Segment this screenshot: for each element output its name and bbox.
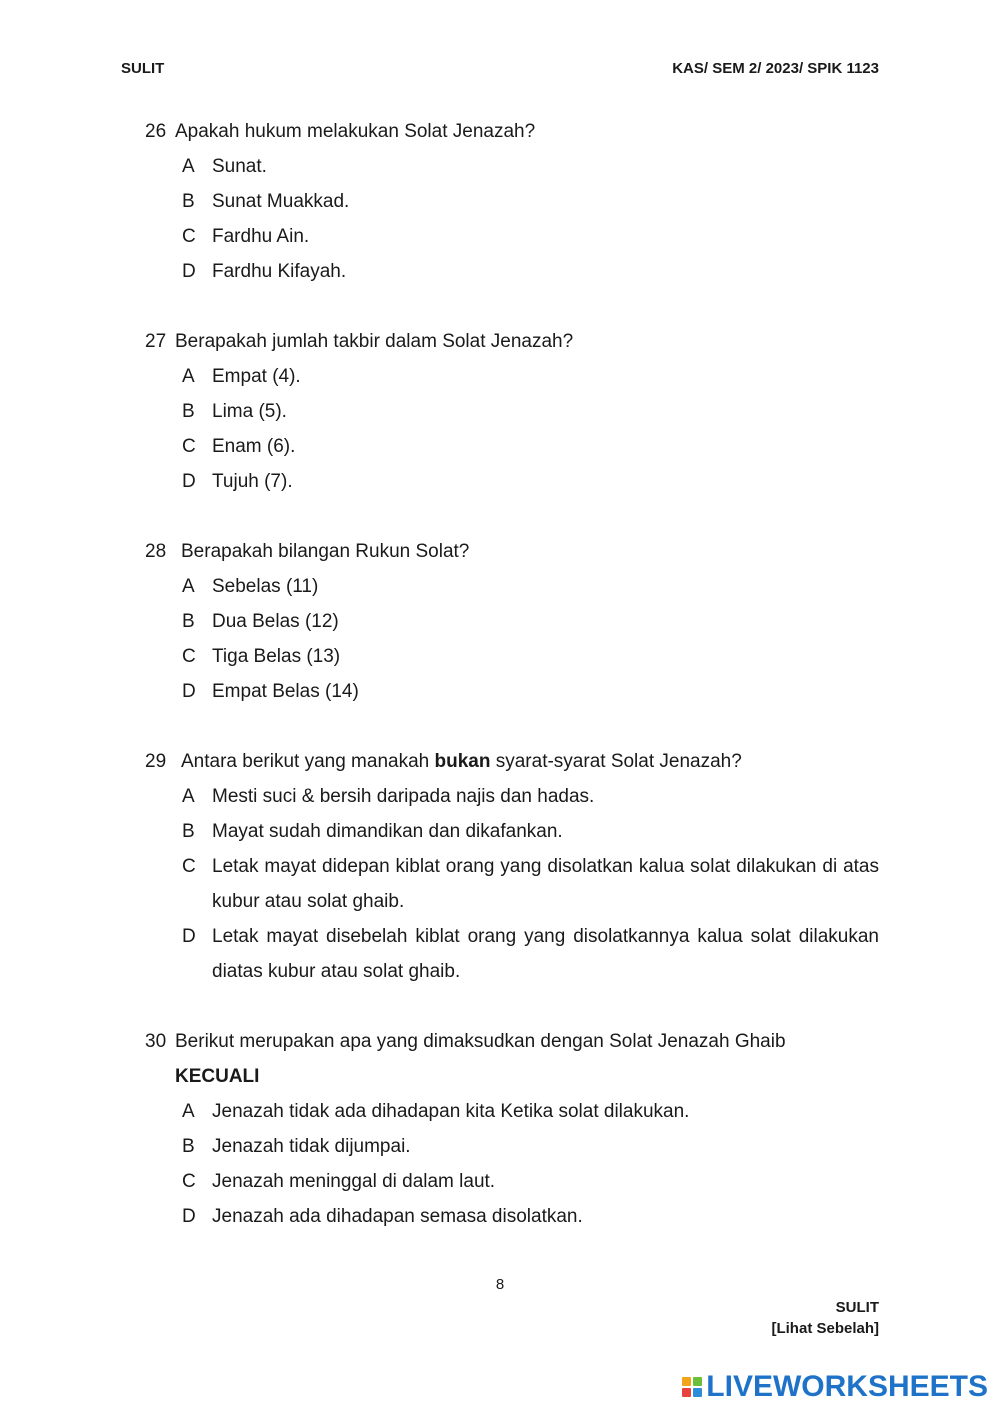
option-label: C [182,856,196,877]
footer-lihat-sebelah: [Lihat Sebelah] [771,1320,879,1337]
question-text: Berapakah bilangan Rukun Solat? [181,541,470,562]
option-text: Empat (4). [212,366,301,387]
footer-sulit: SULIT [835,1299,879,1316]
option-label: A [182,576,195,597]
question-emphasis: KECUALI [175,1066,260,1087]
question-number: 30 [145,1031,167,1052]
option-a[interactable] [182,569,879,604]
option-label: B [182,1136,195,1157]
question-26 [145,114,879,289]
option-a[interactable] [182,359,879,394]
question-number: 26 [145,121,167,142]
option-c[interactable] [182,639,879,674]
liveworksheets-icon [682,1377,702,1397]
option-label: B [182,401,195,422]
option-text: Mayat sudah dimandikan dan dikafankan. [212,821,563,842]
option-text: Tiga Belas (13) [212,646,341,667]
option-a[interactable] [182,779,879,814]
option-text: Tujuh (7). [212,471,293,492]
option-text: Sebelas (11) [212,576,319,597]
option-a[interactable] [182,1094,879,1129]
option-d[interactable] [182,919,879,989]
header-left: SULIT [121,60,165,77]
option-label: A [182,1101,195,1122]
option-label: A [182,366,195,387]
option-text: Letak mayat didepan kiblat orang yang disolatkan kalua solat dilakukan di atas kubur atau solat ghaib. [212,856,879,912]
option-c[interactable] [182,219,879,254]
option-label: B [182,611,195,632]
option-label: D [182,261,196,282]
option-text: Sunat Muakkad. [212,191,350,212]
question-text [181,744,879,779]
question-text [175,1024,879,1094]
option-a[interactable] [182,149,879,184]
question-text-part: Berikut merupakan apa yang dimaksudkan dengan Solat Jenazah Ghaib [175,1031,786,1052]
option-c[interactable] [182,849,879,919]
question-number: 27 [145,331,167,352]
option-text: Mesti suci & bersih daripada najis dan hadas. [212,786,595,807]
option-b[interactable] [182,814,879,849]
question-27 [145,324,879,499]
question-text: Berapakah jumlah takbir dalam Solat Jenazah? [175,331,574,352]
option-text: Sunat. [212,156,267,177]
option-b[interactable] [182,1129,879,1164]
option-text: Letak mayat disebelah kiblat orang yang disolatkannya kalua solat dilakukan diatas kubur atau solat ghaib. [212,926,879,982]
option-label: C [182,646,196,667]
option-b[interactable] [182,604,879,639]
option-text: Fardhu Ain. [212,226,310,247]
option-text: Enam (6). [212,436,296,457]
option-text: Jenazah tidak ada dihadapan kita Ketika solat dilakukan. [212,1101,690,1122]
liveworksheets-wordmark: LIVEWORKSHEETS [706,1370,988,1403]
option-d[interactable] [182,254,879,289]
option-d[interactable] [182,1199,879,1234]
option-text: Fardhu Kifayah. [212,261,347,282]
option-text: Dua Belas (12) [212,611,339,632]
option-label: D [182,926,196,947]
option-label: C [182,226,196,247]
option-b[interactable] [182,394,879,429]
option-text: Jenazah meninggal di dalam laut. [212,1171,496,1192]
option-label: A [182,156,195,177]
option-text: Jenazah tidak dijumpai. [212,1136,411,1157]
option-text: Lima (5). [212,401,287,422]
question-30 [145,1024,879,1234]
question-text-part: Antara berikut yang manakah [181,751,435,772]
option-label: B [182,821,195,842]
option-d[interactable] [182,464,879,499]
question-list [145,114,879,1269]
option-d[interactable] [182,674,879,709]
question-29 [145,744,879,989]
option-label: D [182,471,196,492]
question-text: Apakah hukum melakukan Solat Jenazah? [175,121,536,142]
option-text: Empat Belas (14) [212,681,359,702]
footer [771,1297,879,1339]
question-emphasis: bukan [434,751,491,772]
header-right: KAS/ SEM 2/ 2023/ SPIK 1123 [672,60,879,77]
option-c[interactable] [182,1164,879,1199]
option-label: C [182,436,196,457]
question-text-part: syarat-syarat Solat Jenazah? [490,751,742,772]
option-c[interactable] [182,429,879,464]
option-text: Jenazah ada dihadapan semasa disolatkan. [212,1206,583,1227]
option-b[interactable] [182,184,879,219]
question-number: 29 [145,751,167,772]
option-label: A [182,786,195,807]
question-number: 28 [145,541,167,562]
page-number: 8 [495,1276,505,1293]
liveworksheets-logo[interactable] [682,1370,988,1404]
option-label: B [182,191,195,212]
option-label: C [182,1171,196,1192]
option-label: D [182,681,196,702]
question-28 [145,534,879,709]
option-label: D [182,1206,196,1227]
